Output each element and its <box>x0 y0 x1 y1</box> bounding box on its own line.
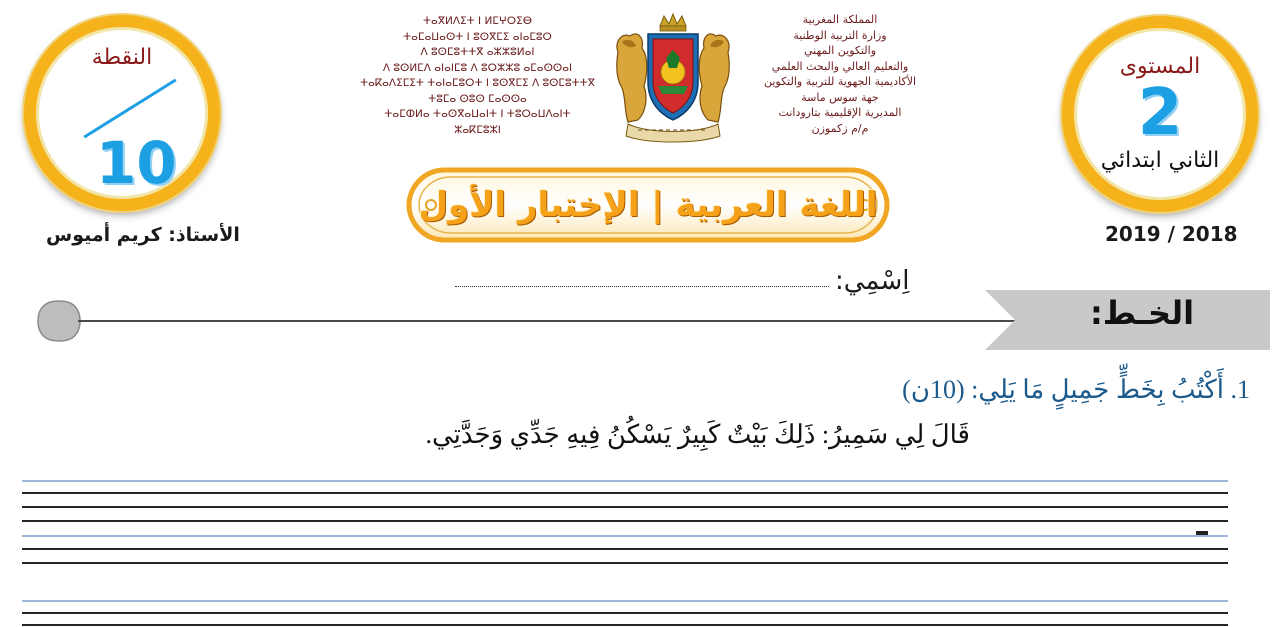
level-label: المستوى <box>1119 54 1201 79</box>
section-divider <box>78 320 1038 322</box>
writing-line <box>22 506 1228 508</box>
moroccan-emblem-icon <box>608 12 738 148</box>
instruction <box>850 375 1250 405</box>
writing-line <box>22 624 1228 626</box>
instruction-text: أَكْتُبُ بِخَطٍّ جَمِيلٍ مَا يَلِي: (10ن) <box>902 375 1224 404</box>
writing-line <box>22 562 1228 564</box>
exam-title: اللغة العربية | الإختبار الأول <box>418 185 878 225</box>
writing-line <box>22 548 1228 550</box>
teacher-name: الأستاذ: كريم أميوس <box>46 224 240 246</box>
writing-guide-line <box>22 480 1228 482</box>
arabic-header-line: م/م زكموزن <box>811 121 869 135</box>
tifinagh-line: ⵜⴰⴳⵍⴷⵉⵜ ⵏ ⵍⵎⵖⵔⵉⴱ <box>422 15 533 27</box>
tifinagh-line: ⴷ ⵓⵙⵎⵓⵜⵜⴳ ⴰⵣⵣⵓⵍⴰⵏ <box>420 46 535 58</box>
model-sentence: قَالَ لِي سَمِيرُ: ذَلِكَ بَيْتٌ كَبِيرٌ يَسْكُنُ فِيهِ جَدِّي وَجَدَّتِي. <box>425 420 970 449</box>
score-circle <box>24 15 220 211</box>
header-arabic <box>745 12 935 136</box>
name-label: اِسْمِي: <box>835 266 910 296</box>
tifinagh-line: ⵜⵓⵎⴰ ⵙⵓⵙ ⵎⴰⵙⵙⴰ <box>428 92 527 105</box>
header-tifinagh <box>360 14 595 138</box>
arabic-header-line: الأكاديمية الجهوية للتربية والتكوين <box>763 75 917 88</box>
writing-guide-line <box>22 535 1228 537</box>
title-banner <box>405 166 891 244</box>
writing-line <box>22 520 1228 522</box>
arabic-header-line: والتكوين المهني <box>803 44 877 57</box>
arabic-header-line: جهة سوس ماسة <box>801 90 879 104</box>
instruction-number: 1. <box>1230 375 1250 404</box>
tifinagh-line: ⵜⴰⵎⴰⵡⴰⵙⵜ ⵏ ⵓⵙⴳⵎⵉ ⴰⵏⴰⵎⵓⵔ <box>403 30 552 43</box>
tifinagh-line: ⴷ ⵓⵙⵍⵎⴷ ⴰⵏⴰⵏⵎⵓ ⴷ ⵓⵔⵣⵣⵓ ⴰⵎⴰⵙⵙⴰⵏ <box>382 61 573 74</box>
arabic-header-line: وزارة التربية الوطنية <box>793 28 887 42</box>
arabic-header-line: المديرية الإقليمية بتارودانت <box>778 106 902 119</box>
level-circle <box>1062 16 1258 212</box>
tifinagh-line: ⵜⴰⴽⴰⴷⵉⵎⵉⵜ ⵜⴰⵏⴰⵎⵓⵔⵜ ⵏ ⵓⵙⴳⵎⵉ ⴷ ⵓⵙⵎⵓⵜⵜⴳ <box>360 77 595 89</box>
section-title: الخـط: <box>1090 294 1195 332</box>
writing-line <box>22 612 1228 614</box>
writing-line <box>22 492 1228 494</box>
writing-guide-line <box>22 600 1228 602</box>
name-field[interactable] <box>455 270 829 287</box>
arabic-header-line: المملكة المغربية <box>802 13 878 26</box>
divider-cap-icon <box>36 298 82 344</box>
tifinagh-line: ⵜⴰⵎⵀⵍⴰ ⵜⴰⵙⴳⴰⵡⴰⵏⵜ ⵏ ⵜⵓⵔⴰⵡⴷⴰⵏⵜ <box>384 108 571 120</box>
tifinagh-line: ⵣⴰⴽⵎⵓⵣⵏ <box>454 123 501 136</box>
arabic-header-line: والتعليم العالي والبحث العلمي <box>771 59 909 73</box>
score-label: النقطة <box>91 45 153 70</box>
dash-mark <box>1196 531 1208 535</box>
school-year: 2019 / 2018 <box>1105 222 1238 246</box>
level-number: 2 <box>1137 76 1183 150</box>
level-grade: الثاني ابتدائي <box>1100 148 1220 173</box>
score-value: 10 <box>96 129 177 197</box>
